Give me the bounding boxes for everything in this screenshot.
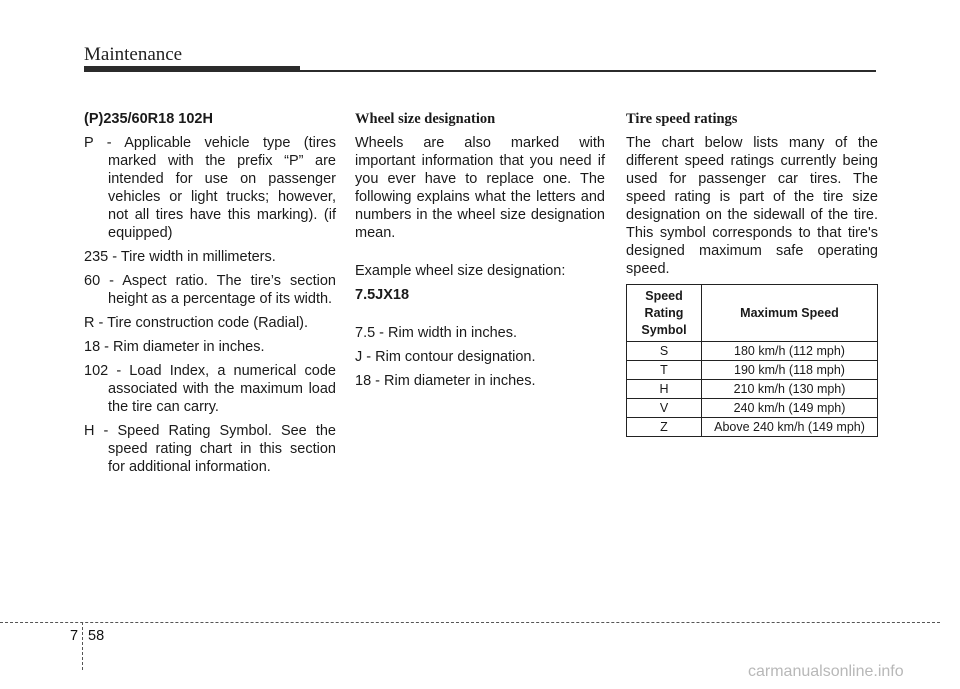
wheel-code-item: 7.5 - Rim width in inches. — [355, 325, 517, 341]
table-cell: Z — [627, 418, 702, 437]
table-row — [627, 399, 878, 418]
wheel-code-item: 18 - Rim diameter in inches. — [355, 373, 536, 389]
table-cell: T — [627, 361, 702, 380]
table-row — [627, 361, 878, 380]
wheel-example-label: Example wheel size designation: — [355, 263, 566, 279]
wheel-size-heading: Wheel size designation — [355, 111, 496, 127]
table-cell: Above 240 km/h (149 mph) — [702, 418, 878, 437]
footer-divider — [0, 622, 940, 623]
section-number: 7 — [70, 628, 79, 644]
tire-code-item: 18 - Rim diameter in inches. — [84, 339, 265, 355]
table-row — [627, 342, 878, 361]
wheel-example-code: 7.5JX18 — [355, 287, 410, 303]
page-number: 58 — [88, 628, 105, 644]
tire-code-item: P - Applicable vehicle type (tires marked with the prefix “P” are intended for use on passenger vehicles or light trucks; however, not all tires have this marking). (if equipped) — [84, 135, 336, 241]
tire-code-item: 102 - Load Index, a numerical code associated with the maximum load the tire can carry. — [84, 363, 336, 415]
tire-code-item: 235 - Tire width in millimeters. — [84, 249, 276, 265]
table-cell: 240 km/h (149 mph) — [702, 399, 878, 418]
speed-ratings-heading: Tire speed ratings — [626, 111, 738, 127]
tire-code-item: H - Speed Rating Symbol. See the speed rating chart in this section for additional information. — [84, 423, 336, 475]
table-cell: S — [627, 342, 702, 361]
column-header: Speed Rating Symbol — [627, 285, 702, 342]
wheel-size-column — [355, 110, 605, 396]
table-cell: 190 km/h (118 mph) — [702, 361, 878, 380]
section-title: Maintenance — [84, 44, 183, 65]
table-row — [627, 380, 878, 399]
table-header-row — [627, 285, 878, 342]
tire-size-example: (P)235/60R18 102H — [84, 111, 213, 127]
column-header: Maximum Speed — [702, 285, 878, 342]
wheel-code-item: J - Rim contour designation. — [355, 349, 536, 365]
header-bar — [84, 66, 300, 72]
table-row — [627, 418, 878, 437]
wheel-size-intro: Wheels are also marked with important information that you need if you ever have to replace one. The following explains what the letters and numbers in the wheel size designation mean. — [355, 135, 605, 241]
speed-ratings-column — [626, 110, 878, 437]
table-cell: 180 km/h (112 mph) — [702, 342, 878, 361]
speed-ratings-intro: The chart below lists many of the different speed ratings currently being used for passenger car tires. The speed rating is part of the tire size designation on the sidewall of the tire. This symbol corresponds to that tire's designed maximum safe operating speed. — [626, 135, 878, 277]
table-cell: 210 km/h (130 mph) — [702, 380, 878, 399]
footer-separator — [82, 622, 83, 670]
table-cell: V — [627, 399, 702, 418]
watermark: carmanualsonline.info — [748, 663, 904, 680]
tire-code-item: R - Tire construction code (Radial). — [84, 315, 309, 331]
tire-size-column — [84, 110, 336, 482]
table-cell: H — [627, 380, 702, 399]
header-rule — [300, 70, 876, 72]
speed-rating-table — [626, 284, 878, 437]
tire-code-item: 60 - Aspect ratio. The tire’s section height as a percentage of its width. — [84, 273, 336, 307]
